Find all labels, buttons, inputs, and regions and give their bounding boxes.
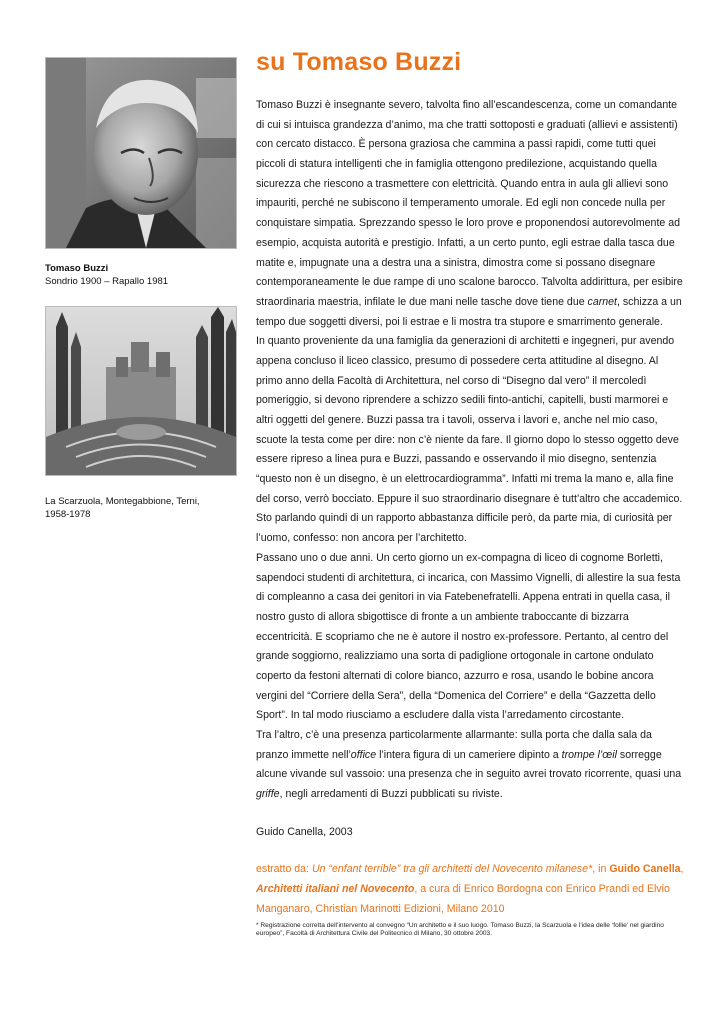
- extract-sep: ,: [680, 863, 684, 876]
- paragraph-1: [256, 96, 686, 332]
- extract-essay-title: Un “enfant terrible” tra gli architetti del Novecento milanese*: [311, 863, 593, 876]
- article-body: [256, 96, 686, 805]
- caption2-line2: 1958-1978: [45, 508, 91, 520]
- footnote: * Registrazione corretta dell’intervento al convegno “Un architetto e il suo luogo. Tomaso Buzzi, la Scarzuola e l’idea delle ‘follie’ nel giardino europeo”, Facoltà di Architettura Civile del Politecnico di Milano, 30 ottobre 2003.: [256, 921, 664, 937]
- extract-book-title: Architetti italiani nel Novecento: [256, 883, 415, 896]
- caption2-line1: La Scarzuola, Montegabbione, Terni,: [45, 496, 200, 507]
- portrait-caption: [45, 263, 237, 288]
- p1-carnet: carnet: [587, 295, 617, 308]
- p4-griffe: griffe: [256, 788, 280, 801]
- paragraph-3: Passano uno o due anni. Un certo giorno un ex-compagna di liceo di cognome Borletti, sapendoci studenti di architettura, ci incarica, con Massimo Vignelli, di allestire la sua festa di compleanno a casa dei genitori in via Fatebenefratelli. Appena entrati in quella casa, il nostro gusto di allora sbigottisce di fronte a un ambiente traboccante di bizzarra eccentricità. E scopriamo che ne è autore il nostro ex-professore. Pertanto, al centro del grande soggiorno, realizziamo una sorta di padiglione ortogonale in cartone ondulato coperto da festoni alternati di colore bianco, azzurro e rosa, usando le bobine ancora vergini del “Corriere della Sera”, della “Domenica del Corriere” e della “Gazzetta dello Sport”. In tal modo riusciamo a escludere dalla vista l’arredamento circostante.: [256, 551, 681, 722]
- extract-author: Guido Canella: [609, 863, 681, 876]
- source-citation: [256, 860, 686, 919]
- p4-office: office: [350, 748, 377, 761]
- p1-text-b: , schizza a un tempo due soggetti diversi, poi li estrae e li mostra tra stupore e smarrimento generale.: [256, 295, 682, 328]
- page-title: su Tomaso Buzzi: [256, 48, 462, 76]
- p1-text-a: Tomaso Buzzi è insegnante severo, talvolta fino all’escandescenza, come un comandante di cui si intuisca grandezza d’animo, ma che tratti sottoposti e graduati (allievi e assistenti) con cercato distacco. È persona graziosa che cammina a passi rapidi, come tutti quei piccoli di statura intelligenti che in famiglia ottengono predilezione, acquistando quella sicurezza che riescono a trasmettere con elettricità. Quando entra in aula gli allievi sono impauriti, perché ne subiscono il temperamento umorale. Ed egli non concede nulla per conquistare simpatia. Sprezzando spesso le loro prove e proponendosi autorevolmente ad esempio, acquista autorità e prestigio. Infatti, a un certo punto, egli estrae dalla tasca due matite e, impugnate una a destra una a sinistra, dimostra come si possano disegnare contemporaneamente le due rampe di uno scalone barocco. Talvolta addirittura, per esibire straordinaria maestria, infilate le due mani nelle tasche dove tiene due: [256, 99, 683, 308]
- scarzuola-caption: [45, 496, 237, 521]
- p4-text-d: , negli arredamenti di Buzzi pubblicati su riviste.: [279, 788, 503, 801]
- extract-in: , in: [592, 863, 610, 876]
- p4-text-b: l’intera figura di un cameriere dipinto a: [376, 748, 562, 761]
- caption-dates: Sondrio 1900 – Rapallo 1981: [45, 275, 169, 287]
- portrait-photo: [45, 57, 237, 249]
- paragraph-4: [256, 726, 686, 805]
- p4-trompe: trompe l’œil: [561, 748, 617, 761]
- extract-rest: , a cura di Enrico Bordogna con Enrico Prandi ed Elvio Manganaro, Christian Marinotti Edizioni, Milano 2010: [256, 883, 670, 915]
- article-column: [256, 44, 686, 939]
- signature: Guido Canella, 2003: [256, 825, 353, 838]
- p4-text-a: Tra l’altro, c’è una presenza particolarmente allarmante: sulla porta che dalla sala da pranzo immette nell’: [256, 729, 652, 761]
- left-column: [45, 57, 237, 521]
- paragraph-2: In quanto proveniente da una famiglia da generazioni di architetti e ingegneri, pur avendo appena concluso il liceo classico, presumo di possedere certa attitudine al disegno. Al primo anno della Facoltà di Architettura, nel corso di “Disegno dal vero” il mercoledì pomeriggio, si devono riprendere a schizzo sedili finto-antichi, capitelli, busti marmorei e altri oggetti del genere. Buzzi passa tra i tavoli, osserva i lavori e, anche nel mio caso, scuote la testa come per dire: non c’è niente da fare. Il giorno dopo lo stesso oggetto deve essere ripreso a linea pura e Buzzi, passando e osservando il mio disegno, sentenzia “questo non è un disegno, è un elettrocardiogramma”. Infatti mi trema la mano e, alla fine del corso, verrò bocciato. Eppure il suo straordinario disegnare è tutt’altro che accademico. Sto parlando quindi di un rapporto abbastanza difficile però, da parte mia, di curiosità per l’uomo, confesso: non ancora per l’architetto.: [256, 335, 683, 545]
- p4-text-c: sorregge alcune vivande sul vassoio: una presenza che in seguito avrei trovato ricorrente, quasi una: [256, 748, 682, 781]
- extract-prefix: estratto da:: [256, 863, 312, 876]
- caption-name: Tomaso Buzzi: [45, 263, 109, 274]
- scarzuola-photo: [45, 306, 237, 476]
